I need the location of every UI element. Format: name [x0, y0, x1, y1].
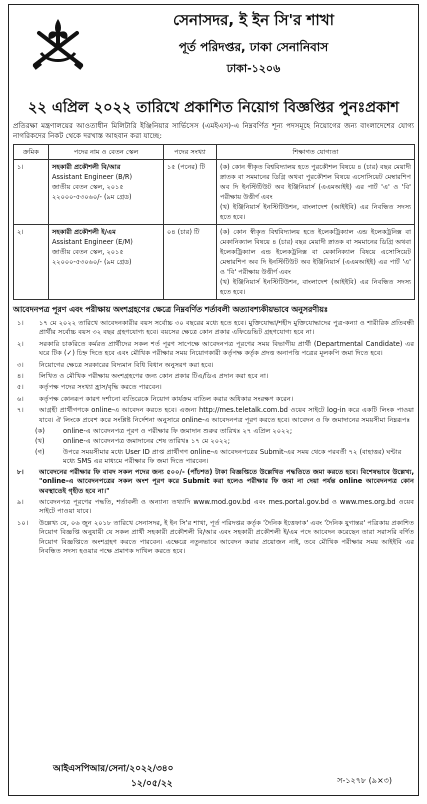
post-count: ১৫ (পনের) টি: [164, 160, 217, 225]
list-item: [13, 406, 414, 425]
item-number: ৭।: [17, 406, 24, 415]
row-qualification: [217, 225, 415, 300]
notice-intro: প্রতিরক্ষা মন্ত্রণালয়ের আওতাধীন মিলিটারি ইঞ্জিনিয়ার সার্ভিসেস (এমইএস)-এ নিম্নবর্ণিত শূন্য পদসমূহে নিয়োগের জন্য বাংলাদেশের যোগ্য নাগরিকদের নিকট থেকে দরখাস্ত আহবান করা যাচ্ছে:: [13, 121, 414, 140]
org-department: পূর্ত পরিদপ্তর, ঢাকা সেনানিবাস: [178, 40, 329, 54]
reference-date: ১২/০৫/২২: [131, 779, 173, 789]
row-post: [49, 160, 164, 225]
item-number: ৮।: [17, 467, 24, 476]
row-qualification: [217, 160, 415, 225]
post-name-bn: সহকারী প্রকৌশলী বি/আর: [52, 163, 121, 171]
item-text: লিখিত ও মৌখিক পরীক্ষায় অংশগ্রহণের জন্য কোন প্রকার টিএ/ডিএ প্রদান করা হবে না।: [39, 372, 269, 381]
post-name-en: Assistant Engineer (B/R): [52, 173, 133, 181]
reference-number: আইএসপিআর/সেনা/২০২২/৩৪০: [53, 764, 174, 774]
qualification-b: (খ) ইঞ্জিনিয়ার্স ইনস্টিটিউশন, বাংলাদেশ (আইইবি) এর নিবন্ধিত সদস্য হতে হবে।: [220, 203, 411, 221]
row-serial: ২।: [14, 225, 49, 300]
schedule-label: (খ): [35, 437, 45, 446]
ad-serial: স-১২৭৮ (৯×৩): [337, 776, 392, 785]
schedule-text: online-এ আবেদনপত্র জমাদানের শেষ তারিখঃ ১৭ মে ২০২২;: [63, 437, 231, 446]
item-number: ৯।: [17, 497, 24, 506]
item-text: কর্তৃপক্ষ পদের সংখ্যা হ্রাস/বৃদ্ধি করতে পারবেন।: [39, 383, 162, 392]
army-crest-icon: [27, 13, 89, 75]
list-item: [13, 498, 414, 517]
item-number: ১।: [17, 319, 24, 327]
post-count: ০৪ (চার) টি: [164, 225, 217, 300]
pay-range: ২২০০০-৫৩০৬০/- (৯ম গ্রেড): [52, 258, 132, 266]
qualification-a: (ক) কোন স্বীকৃত বিশ্ববিদ্যালয় হতে পুরকৌশল বিষয়ে ৪ (চার) বছর মেয়াদী স্নাতক বা সমমানের ডিগ্রি অথবা পুরকৌশল বিষয়ে এসোসিয়েট মেম্বারশিপ অব দি ইনস্টিটিউট অব ইঞ্জিনিয়ার্স (এএমআইই) এর পার্ট 'এ' ও 'বি' পরীক্ষায় উত্তীর্ণ এবং: [220, 163, 411, 201]
list-item: [13, 361, 414, 370]
list-item: [13, 319, 414, 338]
schedule-item: [35, 437, 414, 446]
col-count: পদের সংখ্যা: [164, 145, 217, 160]
list-item: [13, 340, 414, 359]
qualification-a: (ক) কোন স্বীকৃত বিশ্ববিদ্যালয় হতে ইলেকট্রিক্যাল এন্ড ইলেকট্রনিক্স বা মেকানিক্যাল বিষয়ে ৪ (চার) বছর মেয়াদী স্নাতক বা সমমানের ডিগ্রি অথবা ইলেকট্রিক্যাল এন্ড ইলেকট্রনিক্স বা মেকানিক্যাল বিষয়ে এসোসিয়েট মেম্বারশিপ অব দি ইনস্টিটিউট অব ইঞ্জিনিয়ার্স (এএমআইই) এর পার্ট 'এ' ও 'বি' পরীক্ষায় উত্তীর্ণ এবং: [220, 228, 411, 276]
qualification-b: (খ) ইঞ্জিনিয়ার্স ইনস্টিটিউশন, বাংলাদেশ (আইইবি) এর নিবন্ধিত সদস্য হতে হবে।: [220, 278, 411, 296]
list-item: [13, 519, 414, 557]
item-text: আগ্রহী প্রার্থীগণকে online-এ আবেদন করতে হবে। এজন্য http://mes.teletalk.com.bd ওয়েব সাইটে log-in করে একটি লিংক পাওয়া যাবে। ঐ লিংকে প্রবেশ করে সংশ্লিষ্ট নির্দেশনা অনুসারে online-এ আবেদনপত্র পূরণ করতে হবে। আবেদন ও ফি জমাদানের সময়সীমা নিম্নরূপঃ: [39, 406, 414, 424]
notice-title: ২২ এপ্রিল ২০২২ তারিখে প্রকাশিত নিয়োগ বিজ্ঞপ্তির পুনঃপ্রকাশ: [27, 100, 400, 116]
item-text: আবেদনের পরীক্ষার ফি বাবদ সকল পদের জন্য ৫০০/- (পাঁচশত) টাকা বিজ্ঞপ্তিতে উল্লেখিত পদ্ধতিতে জমা করতে হবে। বিশেষভাবে উল্লেখ্য, "online-এ আবেদনপত্রের সকল অংশ পূরণ করে Submit করা হলেও পরীক্ষার ফি জমা না দেয়া পর্যন্ত online আবেদনপত্র কোন অবস্থাতেই গৃহীত হবে না।": [39, 467, 414, 495]
list-item: [13, 468, 414, 496]
pay-scale: জাতীয় বেতন স্কেল, ২০১৫: [52, 248, 124, 256]
conditions-title: আবেদনপত্র পূরণ এবং পরীক্ষায় অংশগ্রহণের ক্ষেত্রে নিম্নবর্ণিত শর্তাবলী অত্যাবশ্যকীয়ভাবে অনুসরণীয়ঃ: [13, 305, 328, 314]
row-serial: ১।: [14, 160, 49, 225]
row-post: [49, 225, 164, 300]
item-number: ১০।: [17, 518, 29, 527]
schedule-item: [35, 448, 414, 467]
post-name-en: Assistant Engineer (E/M): [52, 238, 133, 246]
table-row: [14, 160, 415, 225]
item-number: ৫।: [17, 383, 24, 392]
item-text: ১৭ মে ২০২২ তারিখে আবেদনকারীর বয়স সর্বোচ্চ ৩০ বছরের মধ্যে হতে হবে। মুক্তিযোদ্ধা/শহীদ মুক্তিযোদ্ধাদের পুত্র-কন্যা ও শারীরিক প্রতিবন্ধী প্রার্থীর সর্বোচ্চ বয়স ৩২ বছর গ্রহণযোগ্য হবে। বয়সের ক্ষেত্রে কোন প্রকার এফিডেভিট গ্রহণযোগ্য হবে না।: [39, 319, 414, 337]
table-header-row: [14, 145, 415, 160]
post-name-bn: সহকারী প্রকৌশলী ই/এম: [52, 228, 116, 236]
pay-scale: জাতীয় বেতন স্কেল, ২০১৫: [52, 183, 124, 191]
notice-footer: [13, 761, 414, 791]
item-text: নিয়োগের ক্ষেত্রে সরকারের বিদ্যমান বিধি বিধান অনুসরণ করা হবে।: [39, 360, 214, 369]
item-text: কর্তৃপক্ষ কোনরূপ কারণ দর্শানো ব্যতিরেকে নিয়োগ কার্যক্রম বাতিল করার অধিকার সংরক্ষণ করেন।: [39, 394, 294, 403]
notice-header: [9, 5, 418, 99]
vacancy-table: [13, 144, 415, 300]
org-address: ঢাকা-১২০৬: [226, 62, 281, 75]
org-name: সেনাসদর, ই ইন সি'র শাখা: [173, 11, 334, 29]
schedule-item: [35, 427, 414, 436]
col-serial: ক্রমিক: [14, 145, 49, 160]
item-number: ২।: [17, 339, 24, 348]
item-number: ৬।: [17, 394, 24, 403]
item-number: ৩।: [17, 360, 24, 369]
col-qualification: শিক্ষাগত যোগ্যতা: [217, 145, 415, 160]
item-text: সরকারি চাকরিতে কর্মরত প্রার্থীদের সকল শর্ত পূরণ সাপেক্ষে আবেদনপত্র পূরণের সময় বিভাগীয় প্রার্থী (Departmental Candidate) এর ঘরে টিক (✓) চিহ্ন দিতে হবে এবং মৌখিক পরীক্ষার সময় নিয়োগকারী কর্তৃপক্ষ কর্তৃক প্রদত্ত অনাপত্তি পত্রের মূলকপি জমা দিতে হবে।: [39, 339, 414, 358]
pay-range: ২২০০০-৫৩০৬০/- (৯ম গ্রেড): [52, 193, 132, 201]
notice-page: [8, 4, 419, 796]
schedule-label: (গ): [35, 447, 45, 456]
table-row: [14, 225, 415, 300]
schedule-text: উপরে সময়সীমার মধ্যে User ID প্রাপ্ত প্রার্থীগণ online-এ আবেদনপত্রের Submit-এর সময় থেকে পরবর্তী ৭২ (বাহাত্তর) ঘন্টার মধ্যে SMS এর মাধ্যমে পরীক্ষার ফি জমা দিতে পারবেন।: [63, 447, 402, 466]
schedule-text: online-এ আবেদনপত্র পূরণ ও পরীক্ষার ফি জমাদান শুরুর তারিখঃ ২৭ এপ্রিল ২০২২;: [63, 427, 293, 436]
list-item: [13, 383, 414, 392]
conditions-list: [13, 319, 414, 556]
item-number: ৪।: [17, 372, 24, 381]
item-text: আবেদনপত্র পূরণের পদ্ধতি, শর্তাবলী ও অন্যান্য তথ্যাদি www.mod.gov.bd এবং mes.portal.gov.bd ও www.mes.org.bd ওয়েব সাইটে পাওয়া যাবে।: [39, 497, 414, 516]
col-post: পদের নাম ও বেতন স্কেল: [49, 145, 164, 160]
schedule-label: (ক): [35, 427, 45, 436]
item-text: উল্লেখ্য যে, ০৬ জুন ২০১৮ তারিখে সেনাসদর, ই ইন সি'র শাখা, পূর্ত পরিদপ্তর কর্তৃক 'দৈনিক ইত্তেফাক' এবং 'দৈনিক যুগান্তর' পত্রিকায় প্রকাশিত নিয়োগ বিজ্ঞপ্তি অনুযায়ী যে সকল প্রার্থী সহকারী প্রকৌশলী বি/আর এবং সহকারী প্রকৌশলী ই/এম পদে আবেদন করেছেন তারা সরাসরি বর্ণিত নিয়োগ বিজ্ঞপ্তিতে অংশগ্রহণ করতে পারবেন। এক্ষেত্রে নতুনভাবে আবেদন করার প্রয়োজন নাই, তবে মৌখিক পরীক্ষার সময় আইইবি এর নিবন্ধিত সদস্য হওয়ার পক্ষে প্রমাণক দাখিল করতে হবে।: [39, 518, 414, 555]
list-item: [13, 395, 414, 404]
list-item: [13, 372, 414, 381]
